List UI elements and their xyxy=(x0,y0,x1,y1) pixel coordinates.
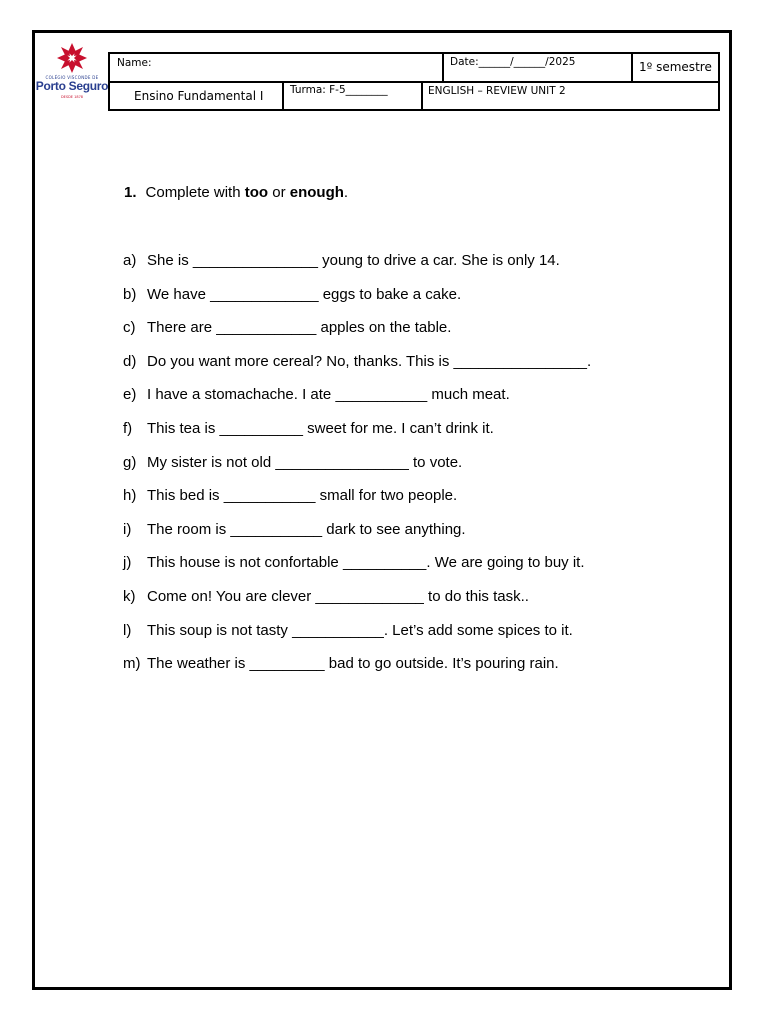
item-sentence: We have _____________ eggs to bake a cake. xyxy=(147,285,462,303)
item-letter: i) xyxy=(123,520,132,538)
keyword-enough: enough xyxy=(289,184,344,201)
item-letter: c) xyxy=(123,319,136,337)
exercise-item xyxy=(123,285,723,319)
exercise-item xyxy=(123,385,723,419)
logo-top-text: COLÉGIO VISCONDE DE xyxy=(45,75,99,80)
item-letter: m) xyxy=(123,655,141,673)
exercise-item xyxy=(123,621,723,655)
header-divider xyxy=(421,81,423,109)
item-sentence: The room is ___________ dark to see anything. xyxy=(147,520,466,538)
item-letter: e) xyxy=(123,386,137,404)
unit-title: ENGLISH – REVIEW UNIT 2 xyxy=(428,85,566,97)
school-logo xyxy=(36,42,108,102)
exercise-item xyxy=(123,587,723,621)
name-field[interactable]: Name: xyxy=(117,57,152,69)
item-sentence: This bed is ___________ small for two people. xyxy=(147,487,458,505)
instruction-prefix: Complete with xyxy=(145,184,245,201)
item-sentence: The weather is _________ bad to go outside. It’s pouring rain. xyxy=(147,655,559,673)
item-letter: g) xyxy=(123,453,137,471)
logo-bottom-text: DESDE 1878 xyxy=(60,95,84,99)
header-divider-horizontal xyxy=(110,81,718,83)
header-table xyxy=(108,52,720,111)
item-sentence: There are ____________ apples on the table. xyxy=(147,319,452,337)
item-letter: b) xyxy=(123,285,137,303)
cross-emblem-icon xyxy=(54,42,90,74)
item-letter: h) xyxy=(123,487,137,505)
exercise-item xyxy=(123,520,723,554)
item-sentence: This house is not confortable __________. We are going to buy it. xyxy=(147,554,585,572)
item-letter: d) xyxy=(123,352,137,370)
semester-label: 1º semestre xyxy=(639,60,712,74)
question-instruction xyxy=(124,184,348,201)
exercise-item xyxy=(123,251,723,285)
instruction-middle: or xyxy=(268,184,290,201)
item-letter: k) xyxy=(123,587,136,605)
item-sentence: Do you want more cereal? No, thanks. This is ________________. xyxy=(147,352,592,370)
instruction-suffix: . xyxy=(343,184,349,201)
item-sentence: This tea is __________ sweet for me. I can’t drink it. xyxy=(147,419,494,437)
item-letter: a) xyxy=(123,252,137,269)
class-field[interactable]: Turma: F-5________ xyxy=(290,84,388,96)
header-divider xyxy=(282,81,284,109)
item-sentence: I have a stomachache. I ate ___________ much meat. xyxy=(147,386,510,404)
exercise-item xyxy=(123,486,723,520)
item-letter: l) xyxy=(123,621,132,639)
exercise-list xyxy=(123,251,723,688)
header-divider xyxy=(442,54,444,81)
item-sentence: Come on! You are clever _____________ to do this task.. xyxy=(147,587,529,605)
date-field[interactable]: Date:______/______/2025 xyxy=(450,56,576,68)
exercise-item xyxy=(123,453,723,487)
keyword-too: too xyxy=(244,184,269,201)
exercise-item xyxy=(123,419,723,453)
item-sentence: This soup is not tasty ___________. Let’s add some spices to it. xyxy=(147,621,573,639)
header-divider xyxy=(631,54,633,81)
item-sentence: My sister is not old ________________ to vote. xyxy=(147,453,463,471)
exercise-item xyxy=(123,318,723,352)
exercise-item xyxy=(123,352,723,386)
exercise-item xyxy=(123,654,723,688)
item-sentence: She is _______________ young to drive a car. She is only 14. xyxy=(147,252,560,269)
logo-brand-text: Porto Seguro xyxy=(35,79,109,93)
level-label: Ensino Fundamental I xyxy=(134,89,264,103)
item-letter: f) xyxy=(123,419,133,437)
exercise-item xyxy=(123,553,723,587)
question-number: 1. xyxy=(124,184,137,201)
item-letter: j) xyxy=(123,554,132,572)
